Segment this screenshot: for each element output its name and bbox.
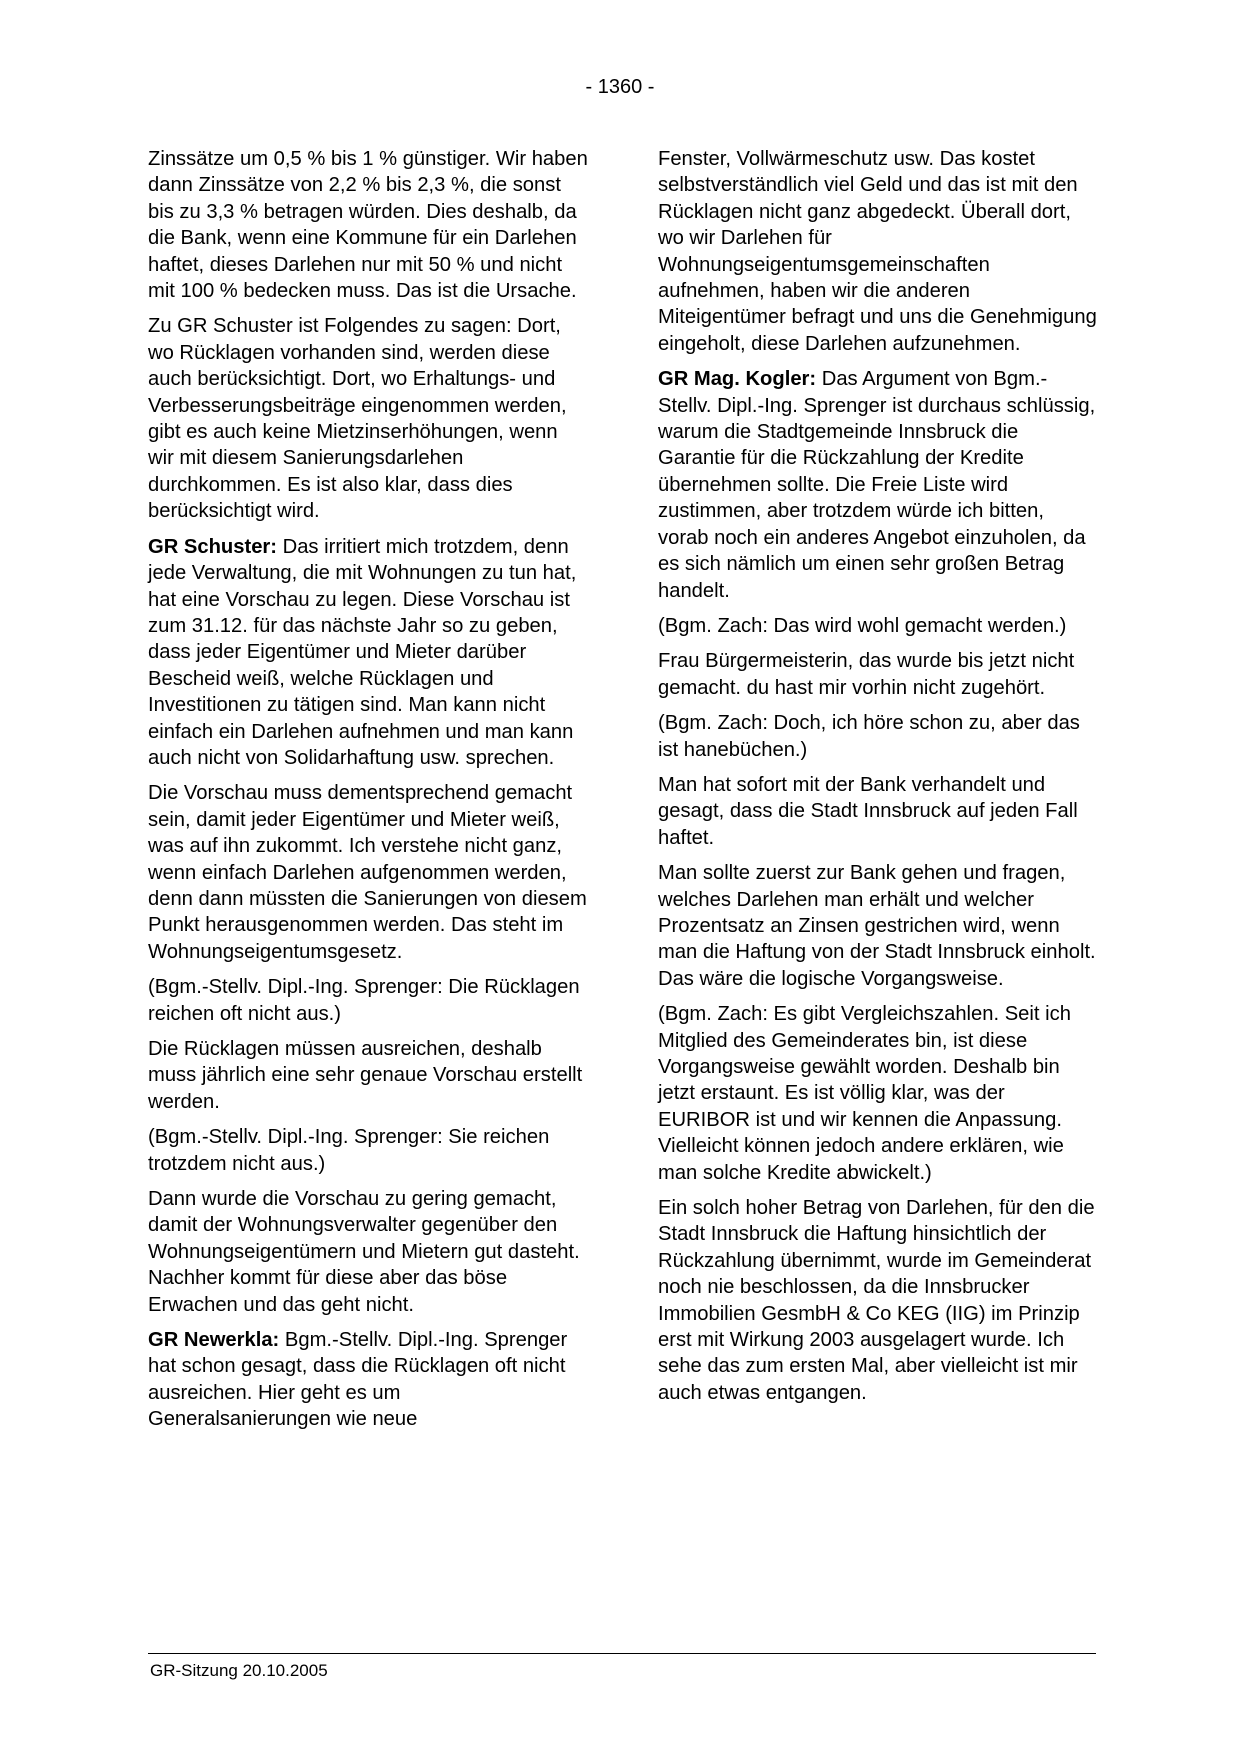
paragraph-text: (Bgm. Zach: Es gibt Vergleichszahlen. Seit ich Mitglied des Gemeinderates bin, ist diese Vorgangsweise gewählt worden. Deshalb bin jetzt erstaunt. Es ist völlig klar, was der EURIBOR ist und wir kennen die Anpassung. Vielleicht können jedoch andere erklären, wie man solche Kredite abwickelt.) xyxy=(658,1003,1071,1184)
speaker-name: GR Newerkla: xyxy=(148,1329,280,1352)
paragraph xyxy=(148,1036,588,1115)
paragraph-text: Fenster, Vollwärmeschutz usw. Das kostet selbstverständlich viel Geld und das ist mit den Rücklagen nicht ganz abgedeckt. Überall dort, wo wir Darlehen für Wohnungseigentumsgemeinschaften aufnehmen, haben wir die anderen Miteigentümer befragt und uns die Genehmigung eingeholt, diese Darlehen aufzunehmen. xyxy=(658,148,1097,355)
speaker-name: GR Schuster: xyxy=(148,535,278,558)
paragraph-text: Ein solch hoher Betrag von Darlehen, für den die Stadt Innsbruck die Haftung hinsichtlich der Rückzahlung übernimmt, wurde im Gemeinderat noch nie beschlossen, da die Innsbrucker Immobilien GesmbH & Co KEG (IIG) im Prinzip erst mit Wirkung 2003 ausgelagert wurde. Ich sehe das zum ersten Mal, aber vielleicht ist mir auch etwas entgangen. xyxy=(658,1197,1095,1404)
paragraph-text: Zu GR Schuster ist Folgendes zu sagen: Dort, wo Rücklagen vorhanden sind, werden diese auch berücksichtigt. Dort, wo Erhaltungs- und Verbesserungsbeiträge eingenommen werden, gibt es auch keine Mietzinserhöhungen, wenn wir mit diesem Sanierungsdarlehen durchkommen. Es ist also klar, dass dies berücksichtigt wird. xyxy=(148,315,567,523)
paragraph xyxy=(148,974,588,1027)
paragraph-text: Die Rücklagen müssen ausreichen, deshalb muss jährlich eine sehr genaue Vorschau erstellt werden. xyxy=(148,1038,583,1113)
paragraph xyxy=(658,613,1098,639)
paragraph-text: Zinssätze um 0,5 % bis 1 % günstiger. Wir haben dann Zinssätze von 2,2 % bis 2,3 %, die sonst bis zu 3,3 % betragen würden. Dies deshalb, da die Bank, wenn eine Kommune für ein Darlehen haftet, dieses Darlehen nur mit 50 % und nicht mit 100 % bedecken muss. Das ist die Ursache. xyxy=(148,148,588,303)
speaker-name: GR Mag. Kogler: xyxy=(658,368,817,391)
paragraph xyxy=(658,1195,1098,1406)
paragraph xyxy=(658,366,1098,604)
paragraph-text: Das irritiert mich trotzdem, denn jede Verwaltung, die mit Wohnungen zu tun hat, hat eine Vorschau zu legen. Diese Vorschau ist zum 31.12. für das nächste Jahr so zu geben, dass jeder Eigentümer und Mieter darüber Bescheid weiß, welche Rücklagen und Investitionen zu tätigen sind. Man kann nicht einfach ein Darlehen aufnehmen und man kann auch nicht von Solidarhaftung usw. sprechen. xyxy=(148,535,577,769)
paragraph xyxy=(148,534,588,772)
paragraph-text: (Bgm.-Stellv. Dipl.-Ing. Sprenger: Sie reichen trotzdem nicht aus.) xyxy=(148,1126,550,1175)
paragraph-text: Dann wurde die Vorschau zu gering gemacht, damit der Wohnungsverwalter gegenüber den Wohnungseigentümern und Mietern gut dasteht. Nachher kommt für diese aber das böse Erwachen und das geht nicht. xyxy=(148,1188,580,1316)
paragraph xyxy=(148,780,588,965)
paragraph xyxy=(658,710,1098,763)
right-column xyxy=(658,146,1098,1415)
page-number: - 1360 - xyxy=(585,76,655,98)
paragraph-text: Man hat sofort mit der Bank verhandelt und gesagt, dass die Stadt Innsbruck auf jeden Fall haftet. xyxy=(658,773,1078,849)
paragraph xyxy=(148,313,588,524)
paragraph-text: Bgm.-Stellv. Dipl.-Ing. Sprenger hat schon gesagt, dass die Rücklagen oft nicht ausreichen. Hier geht es um Generalsanierungen wie neue xyxy=(148,1329,568,1431)
paragraph xyxy=(148,146,588,304)
paragraph xyxy=(658,772,1098,851)
paragraph-text: Das Argument von Bgm.-Stellv. Dipl.-Ing. Sprenger ist durchaus schlüssig, warum die Stadtgemeinde Innsbruck die Garantie für die Rückzahlung der Kredite übernehmen sollte. Die Freie Liste wird zustimmen, aber trotzdem würde ich bitten, vorab noch ein anderes Angebot einzuholen, da es sich nämlich um einen sehr großen Betrag handelt. xyxy=(658,368,1096,602)
paragraph-text: Die Vorschau muss dementsprechend gemacht sein, damit jeder Eigentümer und Mieter weiß, was auf ihn zukommt. Ich verstehe nicht ganz, wenn einfach Darlehen aufgenommen werden, denn dann müssten die Sanierungen von diesem Punkt herausgenommen werden. Das steht im Wohnungseigentumsgesetz. xyxy=(148,782,587,963)
paragraph-text: (Bgm.-Stellv. Dipl.-Ing. Sprenger: Die Rücklagen reichen oft nicht aus.) xyxy=(148,976,580,1025)
footer-divider xyxy=(148,1653,1096,1654)
paragraph xyxy=(658,860,1098,992)
paragraph xyxy=(658,648,1098,701)
paragraph-text: Man sollte zuerst zur Bank gehen und fragen, welches Darlehen man erhält und welcher Prozentsatz an Zinsen gestrichen wird, wenn man die Haftung von der Stadt Innsbruck einholt. Das wäre die logische Vorgangsweise. xyxy=(658,862,1096,990)
paragraph xyxy=(148,1186,588,1318)
paragraph-text: (Bgm. Zach: Doch, ich höre schon zu, aber das ist hanebüchen.) xyxy=(658,712,1080,761)
left-column xyxy=(148,146,588,1442)
paragraph xyxy=(148,1327,588,1433)
footer-session-date: GR-Sitzung 20.10.2005 xyxy=(150,1661,328,1680)
paragraph xyxy=(658,146,1098,357)
paragraph-text: (Bgm. Zach: Das wird wohl gemacht werden.) xyxy=(658,614,1067,637)
paragraph-text: Frau Bürgermeisterin, das wurde bis jetzt nicht gemacht. du hast mir vorhin nicht zugehört. xyxy=(658,650,1075,699)
paragraph xyxy=(658,1001,1098,1186)
paragraph xyxy=(148,1124,588,1177)
